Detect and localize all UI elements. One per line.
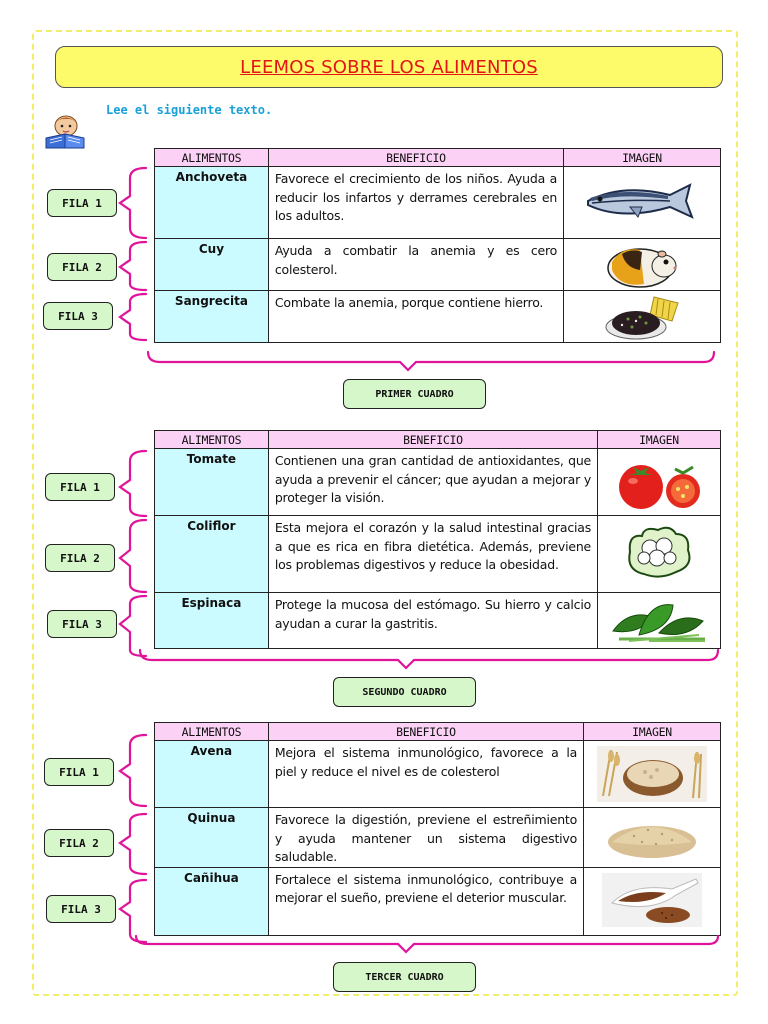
- food-name-cell: Cuy: [155, 239, 269, 291]
- benefit-cell: Esta mejora el corazón y la salud intestinal gracias a que es rica en fibra dietética. Además, previene los problemas digestivos y reduce la obesidad.: [268, 516, 597, 593]
- header-benefit: BENEFICIO: [268, 149, 563, 167]
- benefit-cell: Ayuda a combatir la anemia y es cero colesterol.: [268, 239, 563, 291]
- row-label-1: FILA 1: [44, 758, 114, 786]
- table-caption-2: SEGUNDO CUADRO: [333, 677, 476, 707]
- row-label-2: FILA 2: [44, 829, 114, 857]
- benefit-cell: Favorece el crecimiento de los niños. Ayuda a reducir los infartos y derrames cerebrales en los adultos.: [268, 167, 563, 239]
- row-label-1: FILA 1: [47, 189, 117, 217]
- row-label-3: FILA 3: [47, 610, 117, 638]
- food-name-cell: Anchoveta: [155, 167, 269, 239]
- row-label-2: FILA 2: [45, 544, 115, 572]
- benefit-cell: Favorece la digestión, previene el estreñimiento y ayuda mantener un sistema digestivo saludable.: [268, 808, 583, 868]
- food-name-cell: Tomate: [155, 449, 269, 516]
- instruction-text: Lee el siguiente texto.: [106, 103, 273, 117]
- header-image: IMAGEN: [584, 723, 721, 741]
- row-label-1: FILA 1: [45, 473, 115, 501]
- header-image: IMAGEN: [598, 431, 721, 449]
- header-image: IMAGEN: [564, 149, 721, 167]
- header-benefit: BENEFICIO: [268, 431, 597, 449]
- food-name-cell: Sangrecita: [155, 291, 269, 343]
- header-food: ALIMENTOS: [155, 723, 269, 741]
- benefit-cell: Fortalece el sistema inmunológico, contribuye a mejorar el sueño, previene el deterior muscular.: [268, 867, 583, 935]
- header-food: ALIMENTOS: [155, 431, 269, 449]
- benefit-cell: Mejora el sistema inmunológico, favorece a la piel y reduce el nivel es de colesterol: [268, 741, 583, 808]
- food-name-cell: Avena: [155, 741, 269, 808]
- header-benefit: BENEFICIO: [268, 723, 583, 741]
- header-food: ALIMENTOS: [155, 149, 269, 167]
- food-name-cell: Cañihua: [155, 867, 269, 935]
- row-label-2: FILA 2: [47, 253, 117, 281]
- food-name-cell: Coliflor: [155, 516, 269, 593]
- row-label-3: FILA 3: [46, 895, 116, 923]
- benefit-cell: Combate la anemia, porque contiene hierro.: [268, 291, 563, 343]
- table-caption-3: TERCER CUADRO: [333, 962, 476, 992]
- food-name-cell: Quinua: [155, 808, 269, 868]
- row-label-3: FILA 3: [43, 302, 113, 330]
- food-name-cell: Espinaca: [155, 593, 269, 649]
- benefit-cell: Contienen una gran cantidad de antioxidantes, que ayuda a prevenir el cáncer; que ayudan a mejorar y proteger la visión.: [268, 449, 597, 516]
- table-caption-1: PRIMER CUADRO: [343, 379, 486, 409]
- benefit-cell: Protege la mucosa del estómago. Su hierro y calcio ayudan a curar la gastritis.: [268, 593, 597, 649]
- page-title: LEEMOS SOBRE LOS ALIMENTOS: [240, 56, 538, 78]
